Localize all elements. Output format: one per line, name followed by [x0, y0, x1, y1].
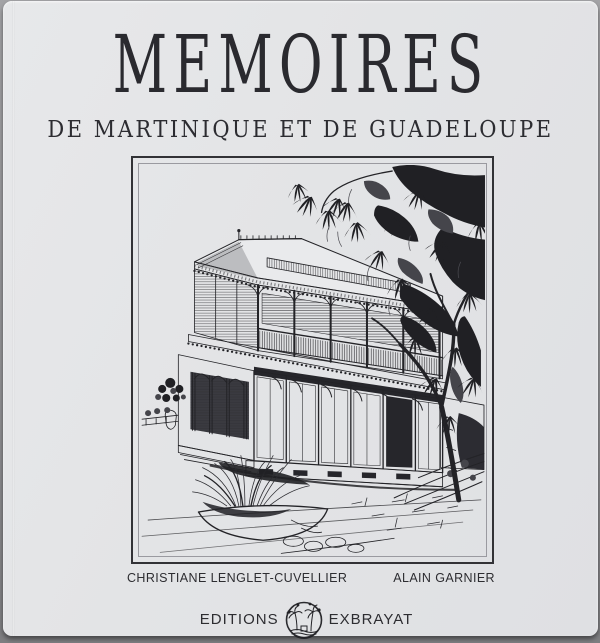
author-right: ALAIN GARNIER	[393, 571, 495, 585]
publisher-row	[15, 598, 598, 640]
book-subtitle: DE MARTINIQUE ET DE GUADELOUPE	[47, 115, 554, 143]
author-left: CHRISTIANE LENGLET-CUVELLIER	[127, 571, 348, 585]
publisher-prefix: EDITIONS	[199, 610, 279, 628]
illustration-frame-inner	[138, 163, 487, 557]
cover-illustration	[140, 165, 485, 556]
illustration-frame	[131, 156, 494, 564]
palm-trees-emblem-icon	[284, 598, 324, 640]
authors-row	[127, 571, 495, 585]
book-cover	[3, 1, 598, 636]
publisher-suffix: EXBRAYAT	[328, 610, 414, 628]
book-title: MEMOIRES	[112, 17, 489, 112]
title-block	[3, 17, 598, 143]
